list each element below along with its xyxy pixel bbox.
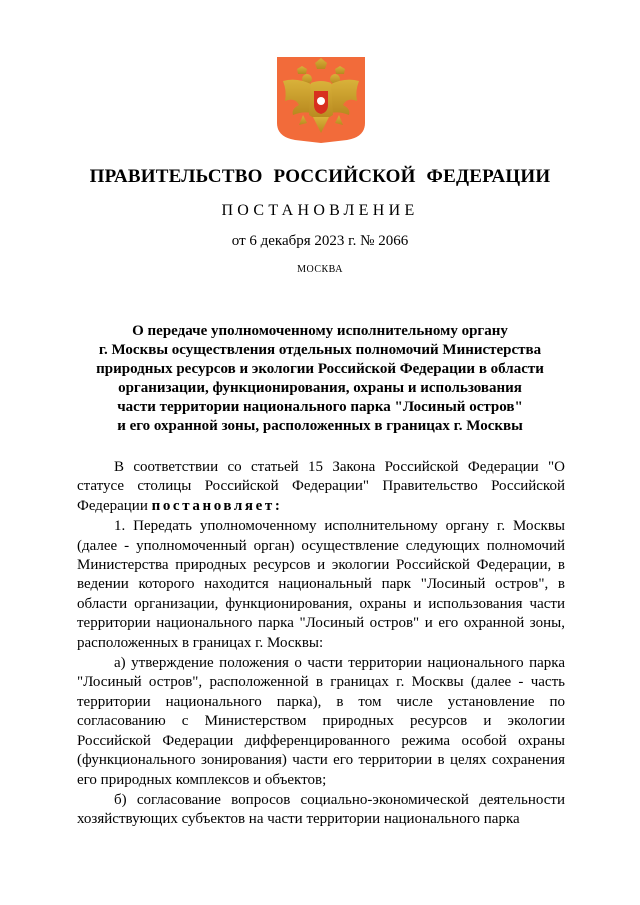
title-line: г. Москвы осуществления отдельных полномочий Министерства: [98, 342, 542, 358]
document-city: МОСКВА: [297, 264, 343, 275]
document-date-number: от 6 декабря 2023 г. № 2066: [231, 233, 409, 249]
title-line: природных ресурсов и экологии Российской Федерации в области: [96, 361, 544, 377]
item-b-paragraph: б) согласование вопросов социально-экономической деятельности хозяйствующих субъектов на части территории национального парка: [77, 791, 565, 828]
item-a-paragraph: а) утверждение положения о части территории национального парка "Лосиный остров", расположенной в границах г. Москвы (далее - часть территории национального парка), в том числе установление по согласованию с Министерством природных ресурсов и экологии Российской Федерации дифференцированного режима особой охраны (функционального зонирования) части его территории в целях сохранения его природных комплексов и объектов;: [77, 655, 565, 788]
preamble-paragraph: [77, 458, 565, 516]
document-type: ПОСТАНОВЛЕНИЕ: [221, 202, 419, 219]
title-line: О передаче уполномоченному исполнительному органу: [132, 323, 508, 339]
russian-coat-of-arms-icon: [277, 57, 365, 143]
document-title: [72, 322, 568, 436]
document-body: [77, 458, 565, 831]
item-1-paragraph: 1. Передать уполномоченному исполнительному органу г. Москвы (далее - уполномоченный орган) осуществление следующих полномочий Министерства природных ресурсов и экологии Российской Федерации, в ведении которого находится национальный парк "Лосиный остров", в области организации, функционирования, охраны и использования части территории национального парка "Лосиный остров" и его охранной зоны, расположенных в границах г. Москвы:: [77, 518, 565, 651]
preamble-text: В соответствии со статьей 15 Закона Российской Федерации "О статусе столицы Российской Федерации" Правительство Российской Федерации: [77, 459, 565, 514]
title-line: и его охранной зоны, расположенных в границах г. Москвы: [117, 418, 523, 434]
title-line: организации, функционирования, охраны и использования: [118, 380, 522, 396]
resolves-text: постановляет:: [151, 497, 283, 514]
government-name: ПРАВИТЕЛЬСТВО РОССИЙСКОЙ ФЕДЕРАЦИИ: [89, 166, 551, 187]
title-line: части территории национального парка "Лосиный остров": [117, 399, 523, 415]
